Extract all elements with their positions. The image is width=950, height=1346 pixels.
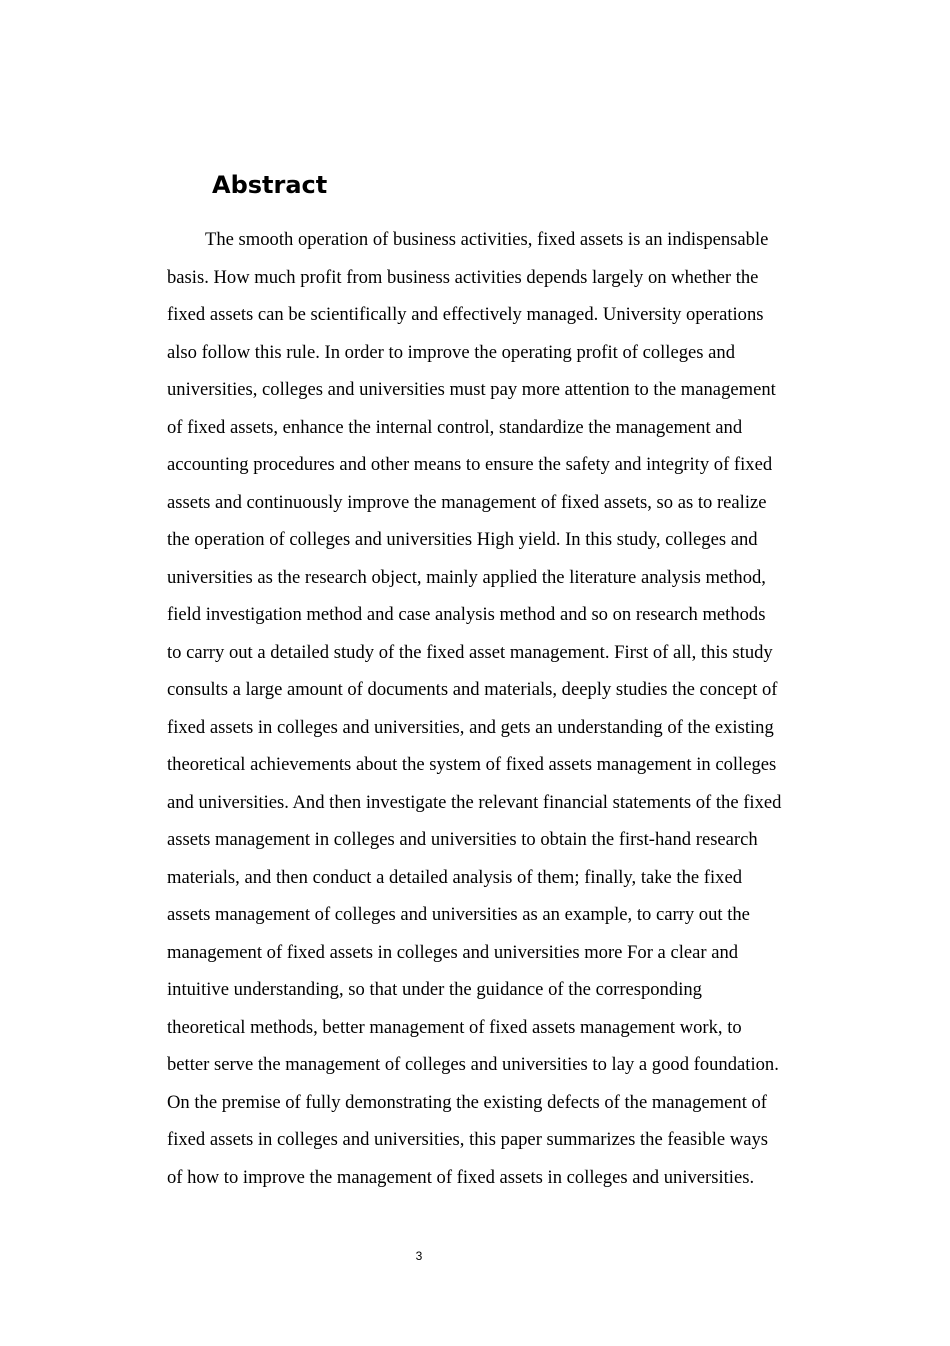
page-number: 3 [415, 1249, 423, 1263]
abstract-paragraph: The smooth operation of business activities, fixed assets is an indispensable basis. How much profit from business activities depends largely on whether the fixed assets can be scientifically and effectively managed. University operations also follow this rule. In order to improve the operating profit of colleges and universities, colleges and universities must pay more attention to the management of fixed assets, enhance the internal control, standardize the management and accounting procedures and other means to ensure the safety and integrity of fixed assets and continuously improve the management of fixed assets, so as to realize the operation of colleges and universities High yield. In this study, colleges and universities as the research object, mainly applied the literature analysis method, field investigation method and case analysis method and so on research methods to carry out a detailed study of the fixed asset management. First of all, this study consults a large amount of documents and materials, deeply studies the concept of fixed assets in colleges and universities, and gets an understanding of the existing theoretical achievements about the system of fixed assets management in colleges and universities. And then investigate the relevant financial statements of the fixed assets management in colleges and universities to obtain the first-hand research materials, and then conduct a detailed analysis of them; finally, take the fixed assets management of colleges and universities as an example, to carry out the management of fixed assets in colleges and universities more For a clear and intuitive understanding, so that under the guidance of the corresponding theoretical methods, better management of fixed assets management work, to better serve the management of colleges and universities to lay a good foundation. On the premise of fully demonstrating the existing defects of the management of fixed assets in colleges and universities, this paper summarizes the feasible ways of how to improve the management of fixed assets in colleges and universities. [167, 229, 782, 1188]
abstract-heading: Abstract [212, 171, 328, 199]
